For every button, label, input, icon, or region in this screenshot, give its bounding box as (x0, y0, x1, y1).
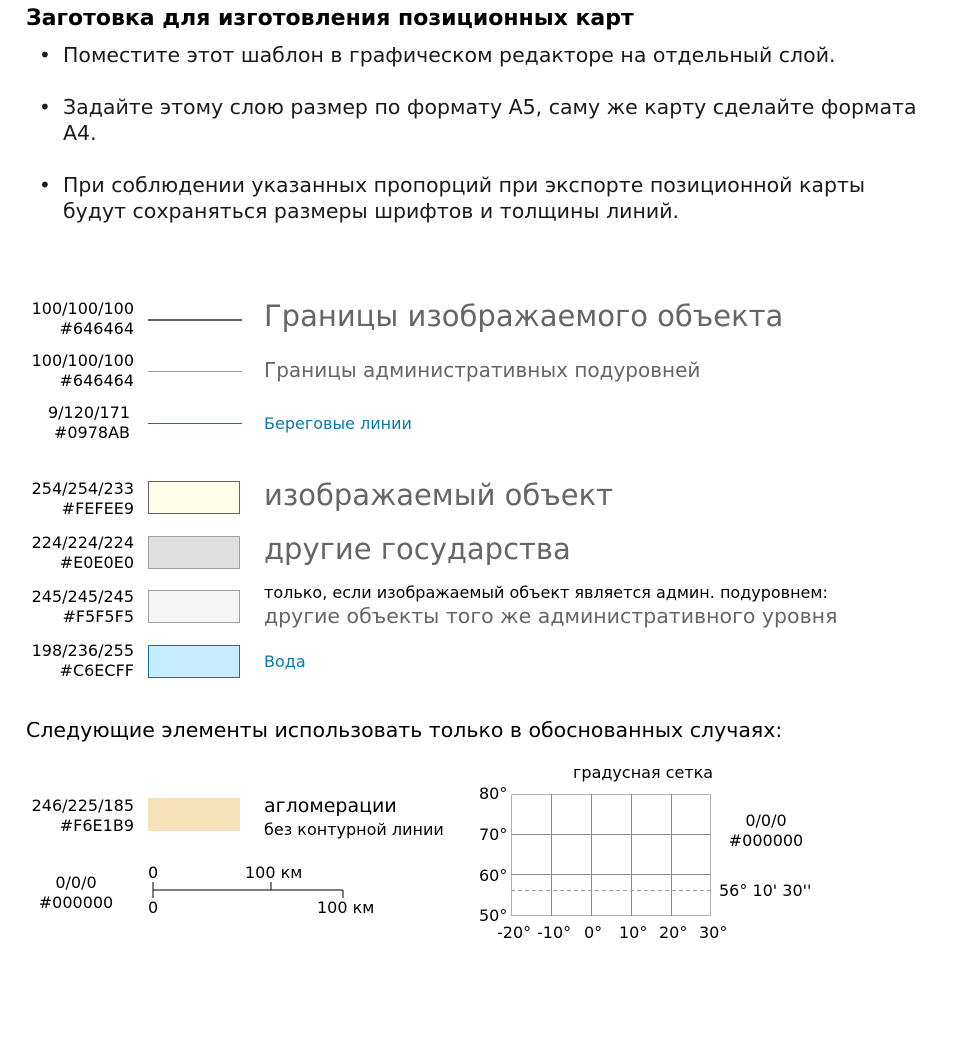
instruction-list (38, 42, 918, 250)
hex-code: #646464 (59, 319, 134, 338)
color-code (22, 641, 134, 681)
color-code (22, 587, 134, 627)
water-label: Вода (264, 652, 306, 671)
coastline-label: Береговые линии (264, 414, 412, 433)
rgb-code: 198/236/255 (31, 641, 134, 660)
rgb-code: 0/0/0 (745, 811, 787, 830)
water-fill-swatch (148, 645, 240, 678)
instruction-text: Поместите этот шаблон в графическом редакторе на отдельный слой. (63, 43, 836, 67)
instruction-text: Задайте этому слою размер по формату А5, саму же карту сделайте формата А4. (63, 95, 917, 145)
lat-label: 80° (479, 784, 508, 803)
lon-label: 10° (619, 923, 648, 942)
instruction-text: При соблюдении указанных пропорций при экспорте позиционной карты будут сохраняться размеры шрифтов и толщины линий. (63, 173, 866, 223)
color-code (22, 479, 134, 519)
admin-border-line-sample (148, 371, 242, 372)
same-level-note: только, если изображаемый объект является админ. подуровнем: (264, 583, 828, 602)
rgb-code: 246/225/185 (31, 796, 134, 815)
rgb-code: 100/100/100 (31, 299, 134, 318)
page-title: Заготовка для изготовления позиционных карт (26, 6, 634, 31)
color-code (22, 299, 134, 339)
rgb-code: 9/120/171 (47, 403, 130, 422)
agglomeration-label: агломерации (264, 795, 397, 817)
same-level-fill-swatch (148, 590, 240, 623)
lon-label: 30° (699, 923, 728, 942)
rgb-code: 224/224/224 (31, 533, 134, 552)
object-fill-swatch (148, 481, 240, 514)
graticule-grid (511, 794, 711, 916)
color-code (22, 351, 134, 391)
object-fill-label: изображаемый объект (264, 478, 614, 512)
bullet-icon: • (39, 95, 51, 119)
color-code (22, 796, 134, 836)
agglomeration-fill-swatch (148, 798, 240, 831)
rgb-code: 100/100/100 (31, 351, 134, 370)
outer-border-label: Границы изображаемого объекта (264, 299, 784, 333)
scale-end-top-label: 100 км (245, 863, 303, 882)
hex-code: #E0E0E0 (59, 553, 134, 572)
scale-end-bottom-label: 100 км (317, 898, 375, 917)
other-states-label: другие государства (264, 532, 571, 566)
optional-elements-heading: Следующие элементы использовать только в обоснованных случаях: (26, 718, 783, 742)
graticule-title: градусная сетка (573, 763, 714, 782)
color-code (22, 533, 134, 573)
rgb-code: 254/254/233 (31, 479, 134, 498)
lat-label: 70° (479, 825, 508, 844)
lon-label: -20° (497, 923, 532, 942)
hex-code: #000000 (38, 893, 114, 912)
lat-label: 60° (479, 866, 508, 885)
instruction-item (38, 94, 918, 146)
scale-start-bottom-label: 0 (148, 898, 159, 917)
hex-code: #F6E1B9 (59, 816, 134, 835)
color-code (20, 873, 132, 913)
hex-code: #646464 (59, 371, 134, 390)
color-code (718, 811, 814, 851)
instruction-item (38, 42, 918, 68)
lon-label: 0° (584, 923, 603, 942)
bullet-icon: • (39, 43, 51, 67)
lon-label: 20° (659, 923, 688, 942)
instruction-item (38, 172, 918, 224)
coastline-line-sample (148, 423, 242, 424)
special-parallel-label: 56° 10' 30'' (719, 881, 812, 900)
hex-code: #C6ECFF (59, 661, 134, 680)
rgb-code: 0/0/0 (55, 873, 97, 892)
hex-code: #F5F5F5 (62, 607, 134, 626)
hex-code: #000000 (728, 831, 804, 850)
scale-bar (148, 878, 348, 900)
hex-code: #0978AB (53, 423, 130, 442)
color-code (18, 403, 130, 443)
other-states-fill-swatch (148, 536, 240, 569)
same-level-label: другие объекты того же административного уровня (264, 604, 838, 628)
agglomeration-sublabel: без контурной линии (264, 820, 444, 839)
lon-label: -10° (537, 923, 572, 942)
scale-start-top-label: 0 (148, 863, 159, 882)
admin-border-label: Границы административных подуровней (264, 358, 701, 382)
bullet-icon: • (39, 173, 51, 197)
rgb-code: 245/245/245 (31, 587, 134, 606)
outer-border-line-sample (148, 319, 242, 321)
lat-label: 50° (479, 906, 508, 925)
hex-code: #FEFEE9 (61, 499, 134, 518)
